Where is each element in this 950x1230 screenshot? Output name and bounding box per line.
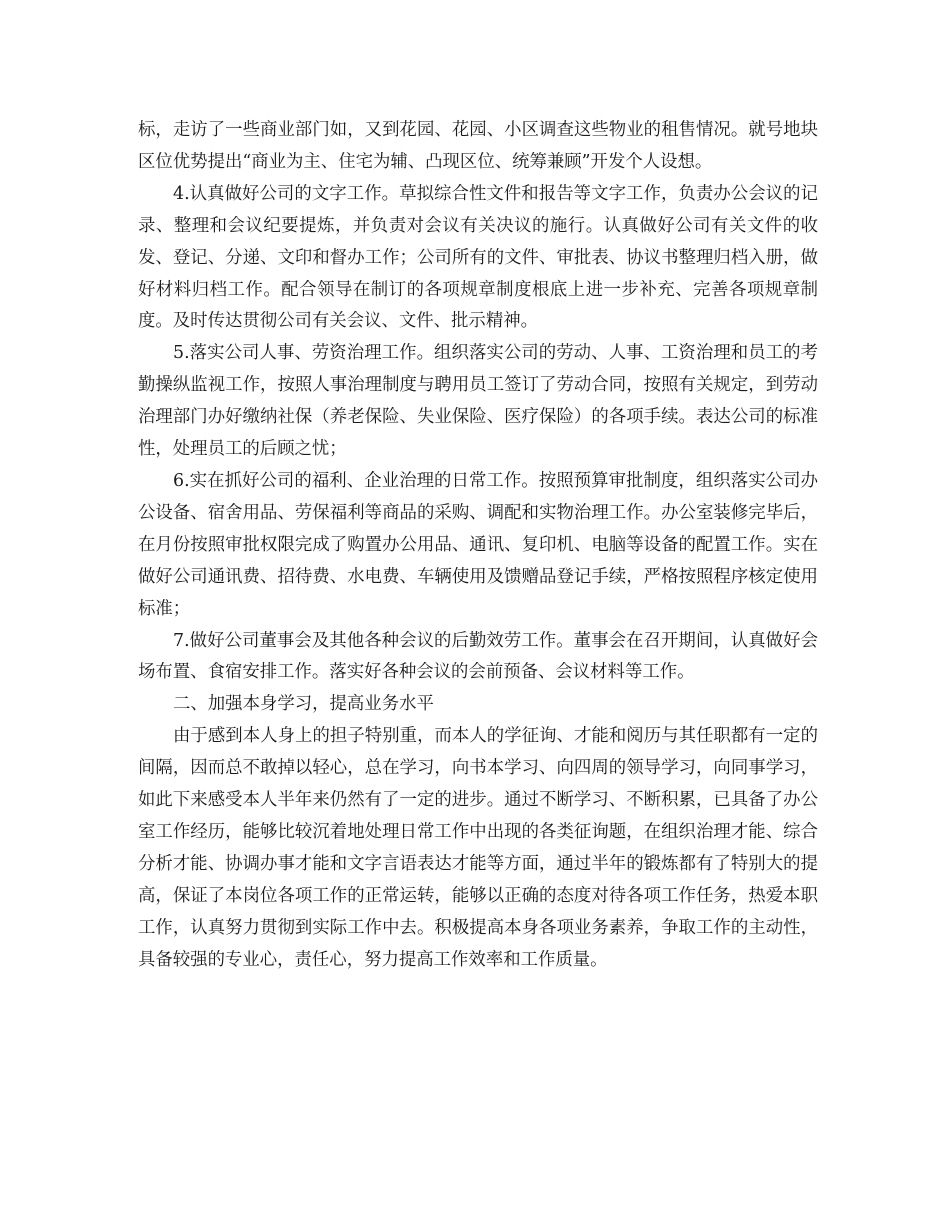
section-heading: 二、加强本身学习，提高业务水平 [173,694,434,715]
paragraph-item-5: 5.落实公司人事、劳资治理工作。组织落实公司的劳动、人事、工资治理和员工的考勤操纵监视工作，按照人事治理制度与聘用员工签订了劳动合同，按照有关规定，到劳动治理部门办好缴纳社保（养老保险、失业保险、医疗保险）的各项手续。表达公司的标准性，处理员工的后顾之忧； [138,343,818,460]
paragraph-item-7: 7.做好公司董事会及其他各种会议的后勤效劳工作。董事会在召开期间，认真做好会场布置、食宿安排工作。落实好各种会议的会前预备、会议材料等工作。 [138,630,818,683]
document-body [138,115,818,976]
paragraph-study: 由于感到本人身上的担子特别重，而本人的学征询、才能和阅历与其任职都有一定的间隔，因而总不敢掉以轻心，总在学习，向书本学习、向四周的领导学习，向同事学习，如此下来感受本人半年来仍然有了一定的进步。通过不断学习、不断积累，已具备了办公室工作经历，能够比较沉着地处理日常工作中出现的各类征询题，在组织治理才能、综合分析才能、协调办事才能和文字言语表达才能等方面，通过半年的锻炼都有了特别大的提高，保证了本岗位各项工作的正常运转，能够以正确的态度对待各项工作任务，热爱本职工作，认真努力贯彻到实际工作中去。积极提高本身各项业务素养，争取工作的主动性，具备较强的专业心，责任心，努力提高工作效率和工作质量。 [138,726,818,970]
paragraph-continuation: 标，走访了一些商业部门如，又到花园、花园、小区调查这些物业的租售情况。就号地块区位优势提出“商业为主、住宅为辅、凸现区位、统筹兼顾”开发个人设想。 [138,120,818,172]
paragraph-item-6: 6.实在抓好公司的福利、企业治理的日常工作。按照预算审批制度，组织落实公司办公设备、宿舍用品、劳保福利等商品的采购、调配和实物治理工作。办公室装修完毕后，在月份按照审批权限完成了购置办公用品、通讯、复印机、电脑等设备的配置工作。实在做好公司通讯费、招待费、水电费、车辆使用及馈赠品登记手续，严格按照程序核定使用标准； [138,470,818,619]
paragraph-item-4: 4.认真做好公司的文字工作。草拟综合性文件和报告等文字工作，负责办公会议的记录、整理和会议纪要提炼，并负责对会议有关决议的施行。认真做好公司有关文件的收发、登记、分递、文印和督办工作；公司所有的文件、审批表、协议书整理归档入册，做好材料归档工作。配合领导在制订的各项规章制度根底上进一步补充、完善各项规章制度。及时传达贯彻公司有关会议、文件、批示精神。 [138,183,818,332]
